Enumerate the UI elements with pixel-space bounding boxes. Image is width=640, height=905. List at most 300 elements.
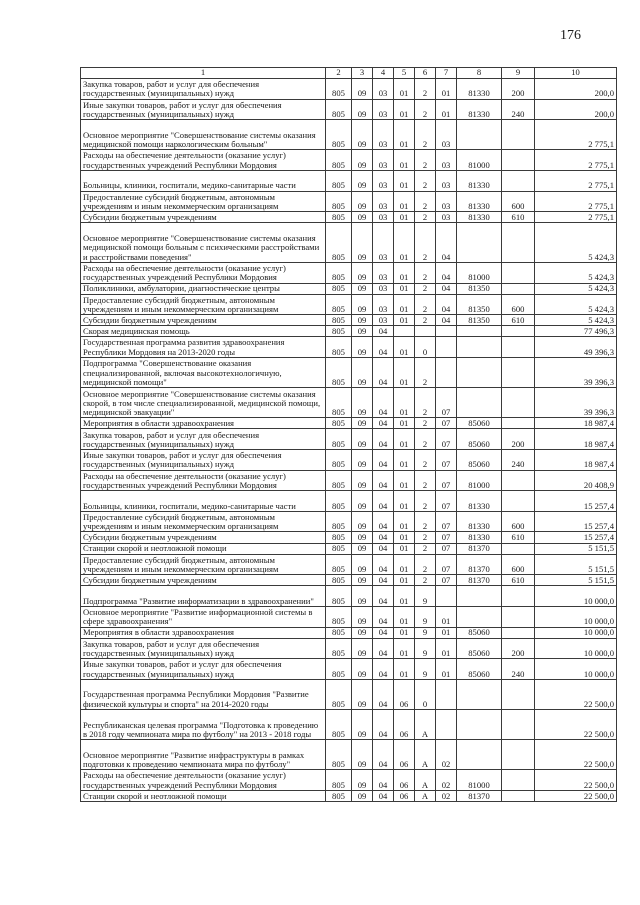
row-code-activity: 07 <box>436 429 457 450</box>
row-code-section: 09 <box>352 191 373 212</box>
row-code-admin: 805 <box>326 740 352 770</box>
row-code-activity: 04 <box>436 223 457 263</box>
row-name: Больницы, клиники, госпитали, медико-санитарные части <box>81 491 326 512</box>
row-name: Предоставление субсидий бюджетным, автономным учреждениям и иным некоммерческим организациям <box>81 191 326 212</box>
row-code-expense-type <box>502 470 535 491</box>
header-col-5: 5 <box>394 68 415 79</box>
row-code-subprogram: 2 <box>415 575 436 586</box>
row-code-subprogram: 2 <box>415 223 436 263</box>
row-code-section: 09 <box>352 470 373 491</box>
row-code-activity: 02 <box>436 740 457 770</box>
row-code-direction: 81370 <box>457 543 502 554</box>
row-code-activity: 04 <box>436 294 457 315</box>
row-code-admin: 805 <box>326 470 352 491</box>
row-amount: 22 500,0 <box>535 709 617 739</box>
row-name: Государственная программа развития здравоохранения Республики Мордовия на 2013-2020 годы <box>81 337 326 358</box>
row-code-admin: 805 <box>326 79 352 100</box>
row-code-program: 01 <box>394 315 415 326</box>
table-row <box>81 283 617 294</box>
row-code-expense-type <box>502 770 535 791</box>
row-code-expense-type <box>502 543 535 554</box>
row-code-program: 01 <box>394 283 415 294</box>
row-code-direction: 85060 <box>457 638 502 659</box>
row-code-expense-type: 240 <box>502 99 535 120</box>
row-name: Мероприятия в области здравоохранения <box>81 418 326 429</box>
row-code-program: 01 <box>394 532 415 543</box>
row-code-section: 09 <box>352 358 373 388</box>
row-name: Закупка товаров, работ и услуг для обеспечения государственных (муниципальных) нужд <box>81 429 326 450</box>
row-code-subsection: 04 <box>373 709 394 739</box>
row-code-direction: 81350 <box>457 283 502 294</box>
row-code-subprogram: А <box>415 790 436 801</box>
row-code-program: 01 <box>394 554 415 575</box>
row-amount: 2 775,1 <box>535 120 617 150</box>
table-row <box>81 740 617 770</box>
table-row <box>81 543 617 554</box>
row-code-activity <box>436 586 457 607</box>
row-code-subsection: 03 <box>373 79 394 100</box>
row-amount: 5 424,3 <box>535 315 617 326</box>
row-code-subsection: 04 <box>373 326 394 337</box>
row-code-subprogram: 2 <box>415 120 436 150</box>
row-name: Поликлиники, амбулатории, диагностические центры <box>81 283 326 294</box>
row-code-admin: 805 <box>326 543 352 554</box>
page-number: 176 <box>560 28 581 43</box>
row-code-program: 01 <box>394 191 415 212</box>
row-code-subsection: 04 <box>373 606 394 627</box>
row-code-subsection: 04 <box>373 543 394 554</box>
row-code-subprogram: 9 <box>415 659 436 680</box>
row-code-subprogram: 9 <box>415 638 436 659</box>
row-code-program: 06 <box>394 709 415 739</box>
row-code-admin: 805 <box>326 627 352 638</box>
row-code-expense-type <box>502 223 535 263</box>
row-code-subprogram: 2 <box>415 543 436 554</box>
row-code-activity: 07 <box>436 450 457 471</box>
row-amount: 22 500,0 <box>535 679 617 709</box>
row-amount: 2 775,1 <box>535 212 617 223</box>
row-code-expense-type: 610 <box>502 532 535 543</box>
row-code-section: 09 <box>352 450 373 471</box>
row-name: Республиканская целевая программа "Подготовка к проведению в 2018 году чемпионата мира по футболу" на 2013 - 2018 годы <box>81 709 326 739</box>
row-code-admin: 805 <box>326 358 352 388</box>
row-code-activity: 03 <box>436 191 457 212</box>
row-code-admin: 805 <box>326 315 352 326</box>
row-code-admin: 805 <box>326 99 352 120</box>
row-code-subprogram: 2 <box>415 418 436 429</box>
row-name: Основное мероприятие "Совершенствование системы оказания скорой, в том числе специализированной, медицинской помощи, медицинской эвакуации" <box>81 388 326 418</box>
row-name: Предоставление субсидий бюджетным, автономным учреждениям и иным некоммерческим организациям <box>81 511 326 532</box>
row-code-program: 01 <box>394 170 415 191</box>
row-code-expense-type <box>502 150 535 171</box>
row-code-subsection: 03 <box>373 262 394 283</box>
row-code-section: 09 <box>352 627 373 638</box>
row-code-expense-type <box>502 337 535 358</box>
row-code-expense-type: 200 <box>502 79 535 100</box>
table-row <box>81 627 617 638</box>
table-row <box>81 638 617 659</box>
row-code-subsection: 04 <box>373 575 394 586</box>
row-code-subsection: 04 <box>373 388 394 418</box>
row-code-activity <box>436 326 457 337</box>
row-code-direction: 81370 <box>457 554 502 575</box>
row-amount: 2 775,1 <box>535 170 617 191</box>
row-code-program: 01 <box>394 418 415 429</box>
row-code-expense-type <box>502 358 535 388</box>
row-code-subsection: 04 <box>373 429 394 450</box>
row-code-subprogram: 2 <box>415 283 436 294</box>
row-code-program: 01 <box>394 491 415 512</box>
row-code-expense-type: 200 <box>502 638 535 659</box>
table-row <box>81 554 617 575</box>
budget-table <box>80 67 617 802</box>
row-code-expense-type: 610 <box>502 212 535 223</box>
row-code-section: 09 <box>352 638 373 659</box>
row-name: Иные закупки товаров, работ и услуг для обеспечения государственных (муниципальных) нужд <box>81 99 326 120</box>
row-code-activity: 03 <box>436 150 457 171</box>
row-code-admin: 805 <box>326 770 352 791</box>
row-code-admin: 805 <box>326 223 352 263</box>
row-name: Основное мероприятие "Развитие инфраструктуры в рамках подготовки к проведению чемпионата мира по футболу" <box>81 740 326 770</box>
row-amount: 2 775,1 <box>535 150 617 171</box>
row-code-subprogram: 2 <box>415 450 436 471</box>
row-code-subsection: 03 <box>373 150 394 171</box>
row-code-program: 01 <box>394 450 415 471</box>
row-code-subsection: 04 <box>373 470 394 491</box>
table-row <box>81 659 617 680</box>
table-row <box>81 223 617 263</box>
row-code-admin: 805 <box>326 575 352 586</box>
row-code-direction: 81330 <box>457 99 502 120</box>
row-code-section: 09 <box>352 709 373 739</box>
row-code-subsection: 04 <box>373 337 394 358</box>
row-code-activity: 04 <box>436 262 457 283</box>
table-row <box>81 679 617 709</box>
table-row <box>81 358 617 388</box>
row-code-admin: 805 <box>326 709 352 739</box>
table-row <box>81 586 617 607</box>
row-code-subsection: 03 <box>373 99 394 120</box>
table-row <box>81 790 617 801</box>
row-amount: 77 496,3 <box>535 326 617 337</box>
row-code-program: 01 <box>394 294 415 315</box>
row-code-subsection: 03 <box>373 223 394 263</box>
row-code-subprogram: 2 <box>415 212 436 223</box>
table-body <box>81 79 617 802</box>
row-code-direction <box>457 337 502 358</box>
row-code-section: 09 <box>352 150 373 171</box>
row-code-activity: 07 <box>436 388 457 418</box>
row-amount: 10 000,0 <box>535 638 617 659</box>
row-code-direction <box>457 586 502 607</box>
row-code-direction: 85060 <box>457 429 502 450</box>
row-name: Расходы на обеспечение деятельности (оказание услуг) государственных учреждений Республики Мордовия <box>81 262 326 283</box>
row-amount: 15 257,4 <box>535 491 617 512</box>
header-col-7: 7 <box>436 68 457 79</box>
row-code-subsection: 03 <box>373 294 394 315</box>
row-code-subprogram: 2 <box>415 532 436 543</box>
table-row <box>81 470 617 491</box>
table-row <box>81 79 617 100</box>
row-code-section: 09 <box>352 79 373 100</box>
row-code-program: 01 <box>394 388 415 418</box>
row-code-activity: 01 <box>436 638 457 659</box>
row-amount: 18 987,4 <box>535 450 617 471</box>
row-code-direction <box>457 709 502 739</box>
row-code-section: 09 <box>352 770 373 791</box>
row-code-admin: 805 <box>326 388 352 418</box>
row-name: Станции скорой и неотложной помощи <box>81 543 326 554</box>
row-code-direction: 85060 <box>457 450 502 471</box>
row-code-subsection: 04 <box>373 532 394 543</box>
row-code-program: 06 <box>394 679 415 709</box>
table-row <box>81 429 617 450</box>
row-code-admin: 805 <box>326 606 352 627</box>
row-code-subprogram: 2 <box>415 99 436 120</box>
row-code-admin: 805 <box>326 554 352 575</box>
row-code-section: 09 <box>352 120 373 150</box>
row-code-program: 01 <box>394 543 415 554</box>
row-amount: 5 424,3 <box>535 283 617 294</box>
row-code-program: 01 <box>394 99 415 120</box>
row-code-subprogram: 2 <box>415 554 436 575</box>
row-code-admin: 805 <box>326 659 352 680</box>
table-row <box>81 532 617 543</box>
row-code-subsection: 04 <box>373 770 394 791</box>
row-name: Больницы, клиники, госпитали, медико-санитарные части <box>81 170 326 191</box>
table-row <box>81 99 617 120</box>
table-row <box>81 575 617 586</box>
row-code-direction <box>457 606 502 627</box>
row-code-activity: 07 <box>436 511 457 532</box>
row-code-program: 01 <box>394 120 415 150</box>
row-code-subprogram: 2 <box>415 511 436 532</box>
row-code-admin: 805 <box>326 337 352 358</box>
row-code-subsection: 03 <box>373 212 394 223</box>
row-code-subsection: 04 <box>373 638 394 659</box>
row-code-activity: 01 <box>436 627 457 638</box>
row-code-subsection: 04 <box>373 554 394 575</box>
row-amount: 5 424,3 <box>535 262 617 283</box>
row-code-subprogram: 9 <box>415 586 436 607</box>
row-code-subprogram: А <box>415 740 436 770</box>
row-code-expense-type: 610 <box>502 315 535 326</box>
row-code-direction: 85060 <box>457 627 502 638</box>
row-code-subsection: 04 <box>373 790 394 801</box>
row-code-subsection: 03 <box>373 120 394 150</box>
row-code-expense-type: 600 <box>502 191 535 212</box>
row-code-program: 01 <box>394 659 415 680</box>
row-code-direction: 81000 <box>457 770 502 791</box>
row-code-admin: 805 <box>326 150 352 171</box>
row-code-admin: 805 <box>326 429 352 450</box>
row-code-direction <box>457 388 502 418</box>
row-code-program: 01 <box>394 150 415 171</box>
table-row <box>81 150 617 171</box>
row-code-direction: 81330 <box>457 491 502 512</box>
row-code-admin: 805 <box>326 491 352 512</box>
row-code-activity: 07 <box>436 575 457 586</box>
row-name: Субсидии бюджетным учреждениям <box>81 315 326 326</box>
row-name: Субсидии бюджетным учреждениям <box>81 532 326 543</box>
row-code-activity: 02 <box>436 790 457 801</box>
row-code-section: 09 <box>352 532 373 543</box>
row-code-section: 09 <box>352 99 373 120</box>
row-code-direction: 81330 <box>457 79 502 100</box>
row-code-direction: 81330 <box>457 532 502 543</box>
row-code-expense-type <box>502 709 535 739</box>
row-code-direction: 81000 <box>457 470 502 491</box>
row-code-expense-type <box>502 491 535 512</box>
row-code-direction: 81330 <box>457 191 502 212</box>
header-row <box>81 68 617 79</box>
row-code-section: 09 <box>352 283 373 294</box>
row-code-subprogram: 2 <box>415 170 436 191</box>
row-code-subprogram: 0 <box>415 337 436 358</box>
row-amount: 5 151,5 <box>535 543 617 554</box>
row-code-expense-type: 240 <box>502 450 535 471</box>
table-row <box>81 491 617 512</box>
row-code-section: 09 <box>352 543 373 554</box>
row-code-subprogram: 2 <box>415 191 436 212</box>
row-code-direction <box>457 358 502 388</box>
table-row <box>81 388 617 418</box>
row-code-expense-type: 610 <box>502 575 535 586</box>
row-code-section: 09 <box>352 212 373 223</box>
row-code-expense-type <box>502 262 535 283</box>
row-code-section: 09 <box>352 429 373 450</box>
row-code-expense-type <box>502 418 535 429</box>
row-code-section: 09 <box>352 170 373 191</box>
table-row <box>81 606 617 627</box>
row-code-section: 09 <box>352 326 373 337</box>
row-code-expense-type <box>502 679 535 709</box>
row-code-activity: 07 <box>436 532 457 543</box>
row-amount: 49 396,3 <box>535 337 617 358</box>
row-code-expense-type <box>502 388 535 418</box>
row-amount: 10 000,0 <box>535 659 617 680</box>
row-amount: 15 257,4 <box>535 511 617 532</box>
row-code-admin: 805 <box>326 191 352 212</box>
row-code-activity: 03 <box>436 170 457 191</box>
row-code-activity: 04 <box>436 315 457 326</box>
table-row <box>81 120 617 150</box>
row-code-admin: 805 <box>326 450 352 471</box>
row-code-expense-type: 200 <box>502 429 535 450</box>
row-code-program: 01 <box>394 575 415 586</box>
row-code-activity: 01 <box>436 99 457 120</box>
row-code-program: 06 <box>394 770 415 791</box>
row-code-section: 09 <box>352 337 373 358</box>
header-col-3: 3 <box>352 68 373 79</box>
row-amount: 200,0 <box>535 79 617 100</box>
row-code-expense-type: 600 <box>502 511 535 532</box>
row-code-expense-type <box>502 790 535 801</box>
row-amount: 5 151,5 <box>535 554 617 575</box>
row-name: Основное мероприятие "Совершенствование системы оказания медицинской помощи наркологическим больным" <box>81 120 326 150</box>
row-name: Предоставление субсидий бюджетным, автономным учреждениям и иным некоммерческим организациям <box>81 294 326 315</box>
row-code-subprogram: 0 <box>415 679 436 709</box>
row-code-direction <box>457 326 502 337</box>
row-amount: 20 408,9 <box>535 470 617 491</box>
row-code-program: 01 <box>394 79 415 100</box>
row-code-program: 01 <box>394 511 415 532</box>
row-code-section: 09 <box>352 740 373 770</box>
row-code-expense-type <box>502 283 535 294</box>
row-code-direction: 81330 <box>457 212 502 223</box>
table-row <box>81 212 617 223</box>
row-code-subsection: 04 <box>373 491 394 512</box>
row-name: Подпрограмма "Развитие информатизации в здравоохранении" <box>81 586 326 607</box>
row-code-section: 09 <box>352 606 373 627</box>
table-row <box>81 326 617 337</box>
row-code-subprogram: 2 <box>415 358 436 388</box>
row-code-program: 01 <box>394 337 415 358</box>
row-code-subprogram: 2 <box>415 294 436 315</box>
row-name: Скорая медицинская помощь <box>81 326 326 337</box>
row-code-subsection: 04 <box>373 659 394 680</box>
header-col-4: 4 <box>373 68 394 79</box>
row-code-admin: 805 <box>326 679 352 709</box>
row-code-expense-type <box>502 606 535 627</box>
row-code-subprogram <box>415 326 436 337</box>
row-code-activity <box>436 337 457 358</box>
row-amount: 18 987,4 <box>535 418 617 429</box>
row-code-subsection: 04 <box>373 627 394 638</box>
header-col-9: 9 <box>502 68 535 79</box>
row-code-program: 01 <box>394 627 415 638</box>
row-amount: 10 000,0 <box>535 627 617 638</box>
row-code-subprogram: 2 <box>415 491 436 512</box>
row-code-expense-type: 600 <box>502 294 535 315</box>
row-code-program: 01 <box>394 212 415 223</box>
row-name: Государственная программа Республики Мордовия "Развитие физической культуры и спорта" на 2014-2020 годы <box>81 679 326 709</box>
row-code-admin: 805 <box>326 418 352 429</box>
row-code-admin: 805 <box>326 586 352 607</box>
row-code-admin: 805 <box>326 326 352 337</box>
row-code-program: 01 <box>394 470 415 491</box>
row-code-subprogram: А <box>415 709 436 739</box>
row-code-expense-type <box>502 120 535 150</box>
row-code-subprogram: А <box>415 770 436 791</box>
row-code-program: 01 <box>394 429 415 450</box>
row-code-subprogram: 2 <box>415 388 436 418</box>
row-code-section: 09 <box>352 659 373 680</box>
row-code-activity: 04 <box>436 283 457 294</box>
row-code-expense-type: 600 <box>502 554 535 575</box>
table-row <box>81 170 617 191</box>
row-amount: 10 000,0 <box>535 586 617 607</box>
row-code-direction: 81370 <box>457 575 502 586</box>
row-code-expense-type <box>502 627 535 638</box>
header-col-2: 2 <box>326 68 352 79</box>
row-amount: 22 500,0 <box>535 790 617 801</box>
table-row <box>81 709 617 739</box>
row-code-activity <box>436 358 457 388</box>
row-code-direction: 81000 <box>457 150 502 171</box>
row-amount: 22 500,0 <box>535 740 617 770</box>
row-name: Предоставление субсидий бюджетным, автономным учреждениям и иным некоммерческим организациям <box>81 554 326 575</box>
row-code-activity <box>436 709 457 739</box>
row-code-direction: 85060 <box>457 659 502 680</box>
row-code-admin: 805 <box>326 283 352 294</box>
row-code-admin: 805 <box>326 212 352 223</box>
row-code-section: 09 <box>352 418 373 429</box>
row-code-subprogram: 2 <box>415 79 436 100</box>
row-code-section: 09 <box>352 294 373 315</box>
row-code-subsection: 04 <box>373 450 394 471</box>
row-code-expense-type <box>502 586 535 607</box>
